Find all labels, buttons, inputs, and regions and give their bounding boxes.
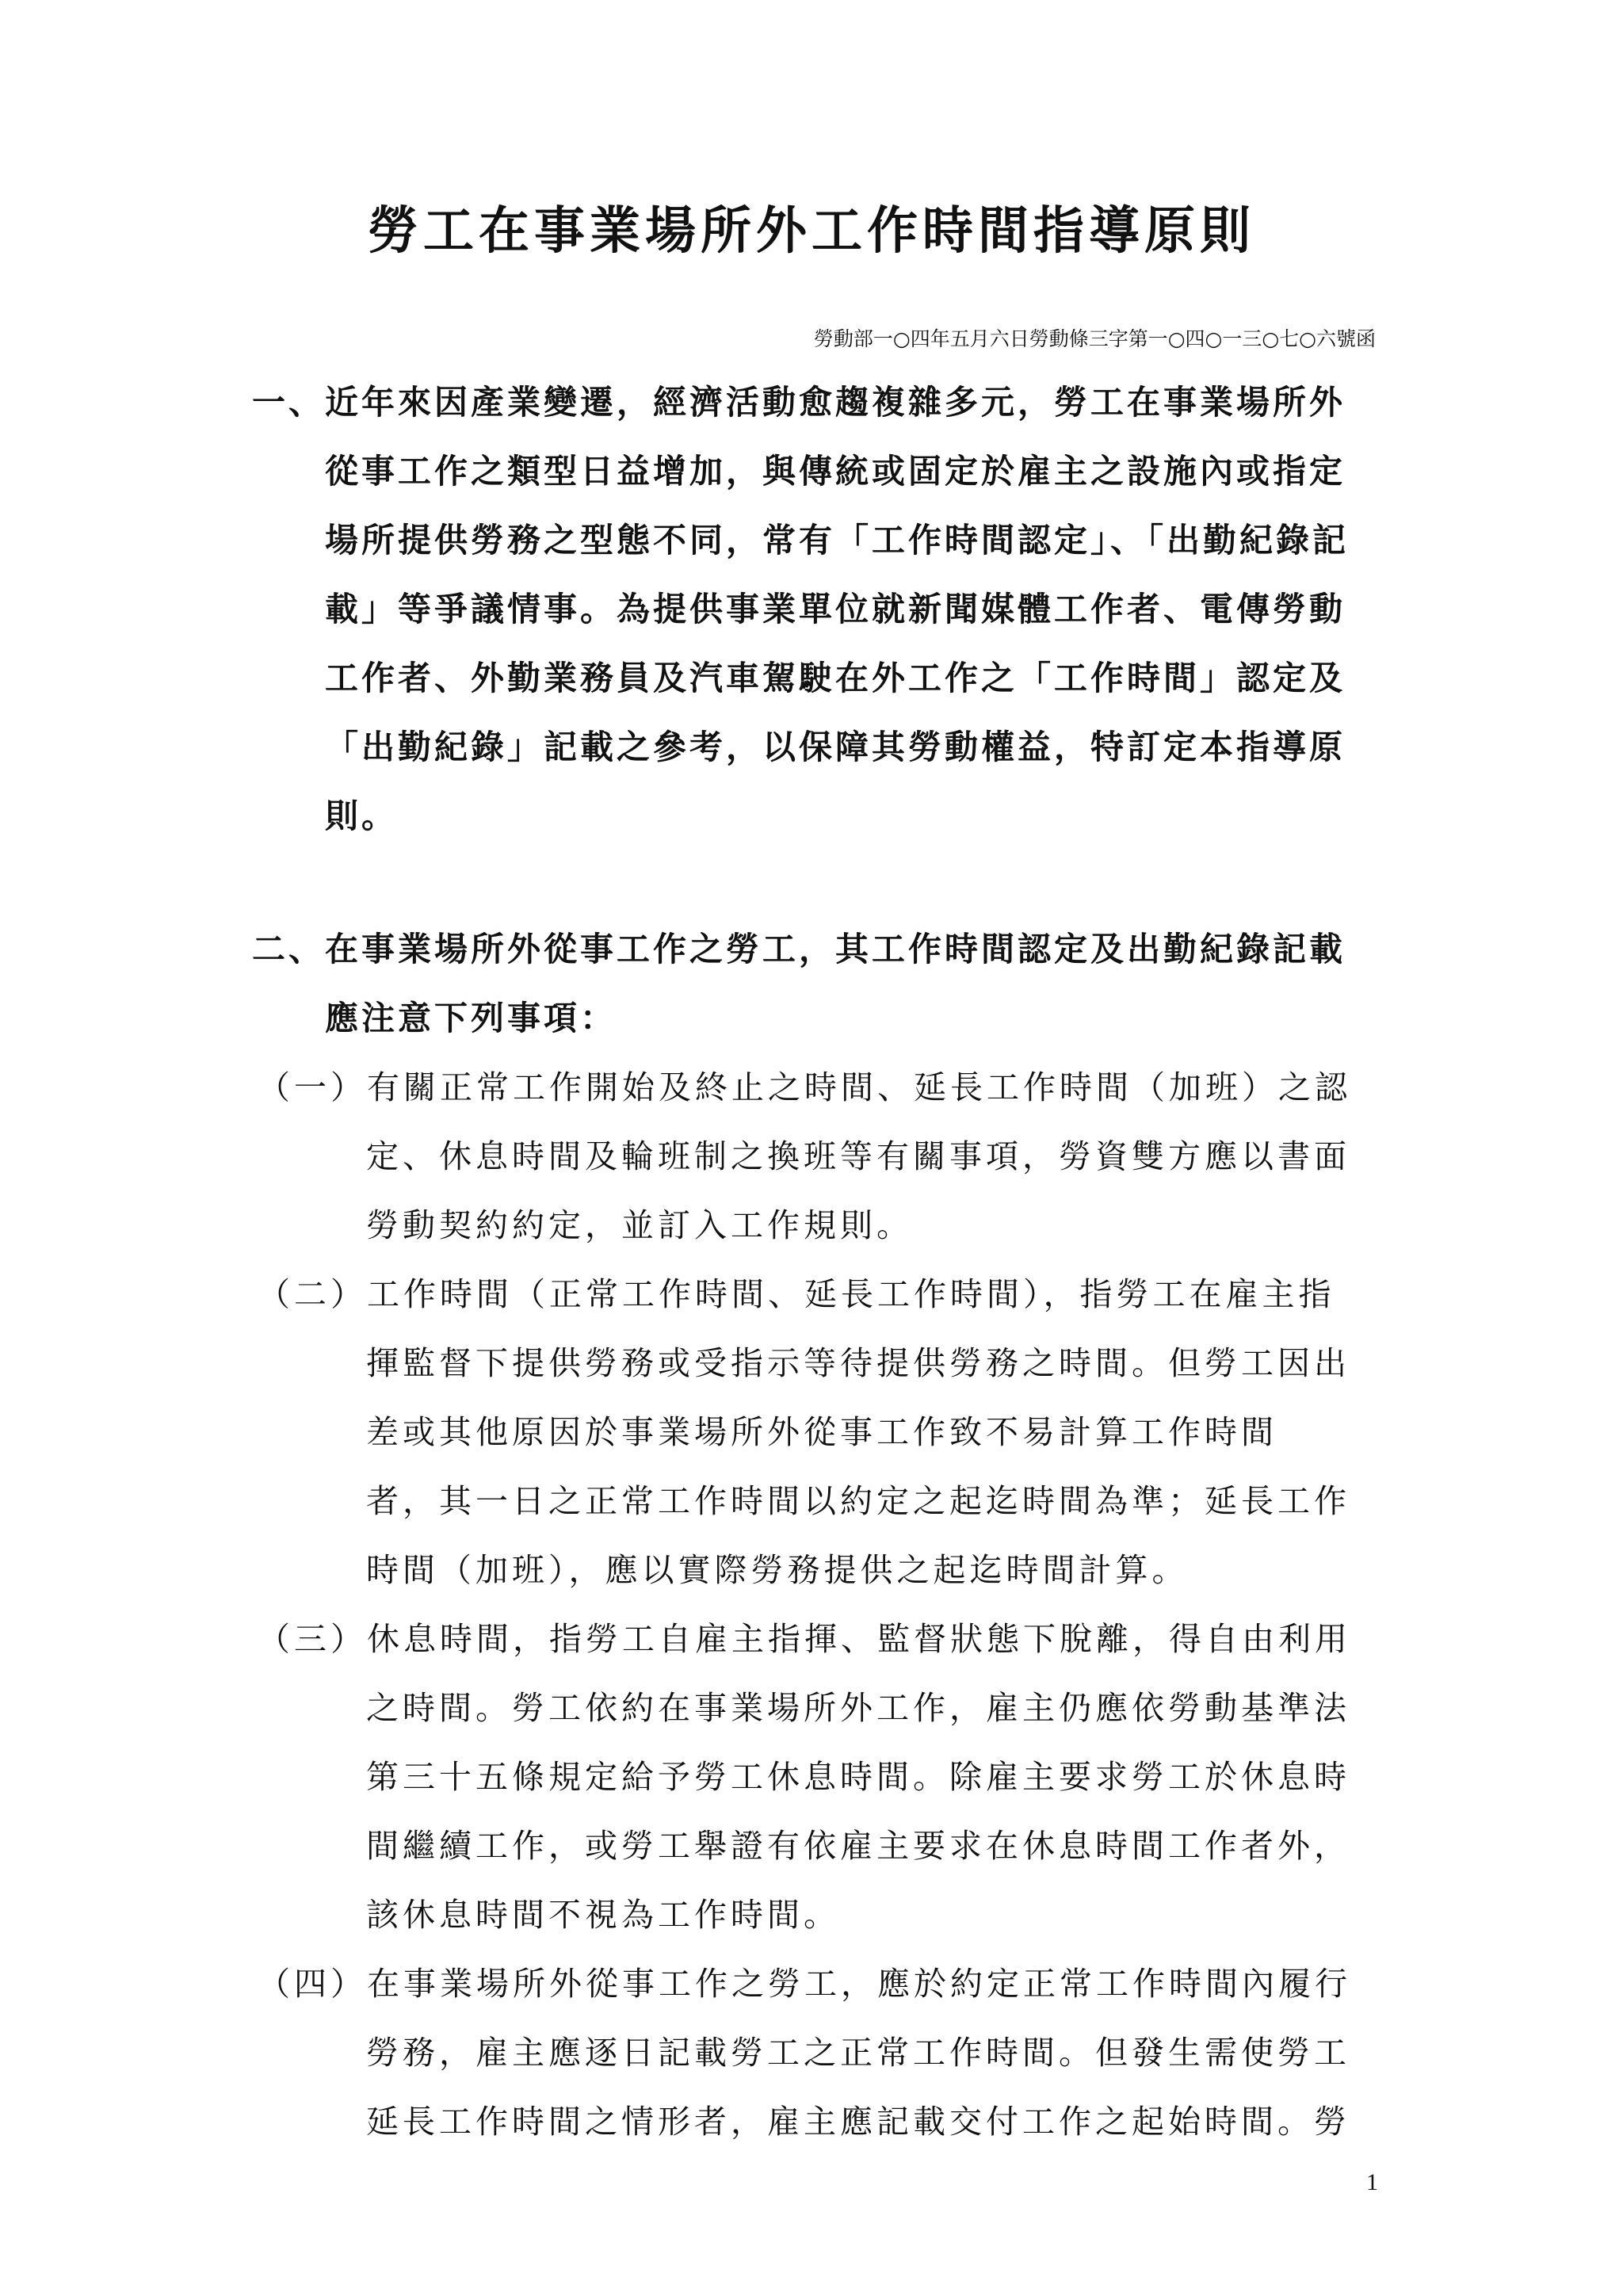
- section-1-line-4: 載」等爭議情事。為提供事業單位就新聞媒體工作者、電傳勞動: [325, 590, 1346, 628]
- reference-number: 勞動部一○四年五月六日勞動條三字第一○四○一三○七○六號函: [813, 327, 1376, 350]
- item-2-line-2: 揮監督下提供勞務或受指示等待提供勞務之時間。但勞工因出: [366, 1344, 1350, 1382]
- page-number: 1: [1366, 2169, 1378, 2195]
- section-1-line-5: 工作者、外勤業務員及汽車駕駛在外工作之「工作時間」認定及: [325, 659, 1346, 697]
- item-4-line-1: （四）在事業場所外從事工作之勞工，應於約定正常工作時間內履行: [258, 1965, 1351, 2003]
- item-3-line-5: 該休息時間不視為工作時間。: [366, 1896, 840, 1934]
- item-1-line-3: 勞動契約約定，並訂入工作規則。: [366, 1206, 913, 1244]
- item-4-line-2: 勞務，雇主應逐日記載勞工之正常工作時間。但發生需使勞工: [366, 2034, 1350, 2072]
- item-2-line-1: （二）工作時間（正常工作時間、延長工作時間），指勞工在雇主指: [258, 1275, 1335, 1313]
- item-4-line-3: 延長工作時間之情形者，雇主應記載交付工作之起始時間。勞: [366, 2103, 1350, 2141]
- item-2-line-5: 時間（加班），應以實際勞務提供之起迄時間計算。: [366, 1551, 1189, 1589]
- section-1-line-2: 從事工作之類型日益增加，與傳統或固定於雇主之設施內或指定: [325, 452, 1346, 491]
- item-3-line-2: 之時間。勞工依約在事業場所外工作，雇主仍應依勞動基準法: [366, 1689, 1350, 1727]
- item-2-line-4: 者，其一日之正常工作時間以約定之起迄時間為準；延長工作: [366, 1482, 1350, 1520]
- section-2-line-2: 應注意下列事項：: [325, 999, 617, 1037]
- item-2-line-3: 差或其他原因於事業場所外從事工作致不易計算工作時間: [366, 1413, 1277, 1451]
- section-1-line-1: 一、近年來因產業變遷，經濟活動愈趨複雜多元，勞工在事業場所外: [252, 383, 1346, 422]
- item-3-line-4: 間繼續工作，或勞工舉證有依雇主要求在休息時間工作者外，: [366, 1827, 1350, 1865]
- item-3-line-3: 第三十五條規定給予勞工休息時間。除雇主要求勞工於休息時: [366, 1758, 1350, 1796]
- item-1-line-2: 定、休息時間及輪班制之換班等有關事項，勞資雙方應以書面: [366, 1137, 1350, 1175]
- item-1-line-1: （一）有關正常工作開始及終止之時間、延長工作時間（加班）之認: [258, 1068, 1351, 1106]
- section-2-line-1: 二、在事業場所外從事工作之勞工，其工作時間認定及出勤紀錄記載: [252, 930, 1346, 968]
- section-1-line-6: 「出勤紀錄」記載之參考，以保障其勞動權益，特訂定本指導原: [325, 728, 1346, 766]
- section-1-line-3: 場所提供勞務之型態不同，常有「工作時間認定」、「出勤紀錄記: [325, 521, 1350, 560]
- section-1-line-7: 則。: [325, 797, 399, 835]
- document-title: 勞工在事業場所外工作時間指導原則: [368, 201, 1255, 261]
- item-3-line-1: （三）休息時間，指勞工自雇主指揮、監督狀態下脫離，得自由利用: [258, 1620, 1351, 1658]
